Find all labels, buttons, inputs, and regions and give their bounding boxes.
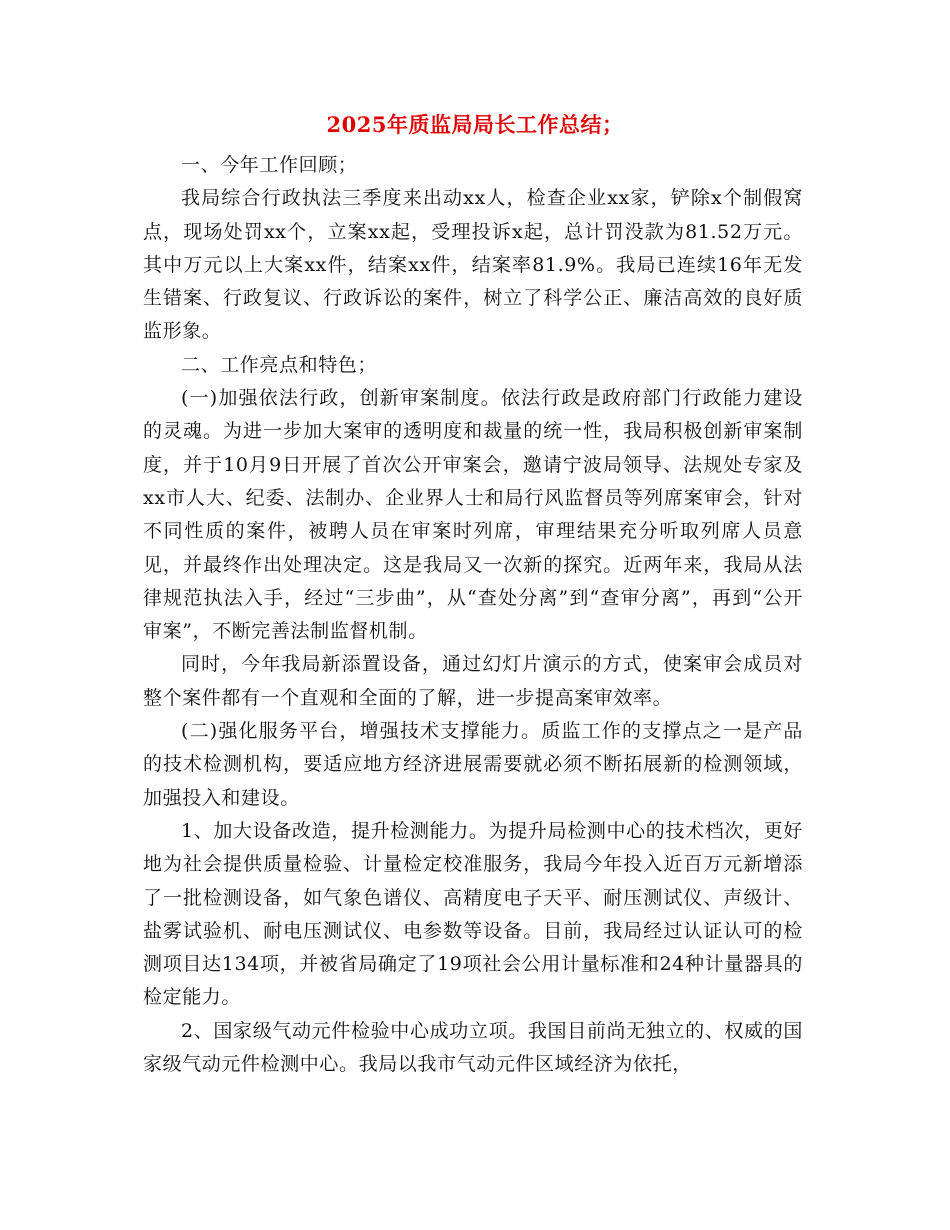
paragraph-equipment-upgrade: 1、加大设备改造，提升检测能力。为提升局检测中心的技术档次，更好地为社会提供质量检验、计量检定校准服务，我局今年投入近百万元新增添了一批检测设备，如气象色谱仪、高精度电子天平、耐压测试仪、声级计、盐雾试验机、耐电压测试仪、电参数等设备。目前，我局经过认证认可的检测项目达134项，并被省局确定了19项社会公用计量标准和24种计量器具的检定能力。 <box>143 819 803 1009</box>
section-heading-highlights: 二、工作亮点和特色； <box>181 353 378 376</box>
document-title: 2025年质监局局长工作总结； <box>326 112 624 137</box>
section-heading-review: 一、今年工作回顾； <box>181 154 358 176</box>
paragraph-service-platform: (二)强化服务平台，增强技术支撑能力。质监工作的支撑点之一是产品的技术检测机构，要适应地方经济进展需要就必须不断拓展新的检测领域，加强投入和建设。 <box>143 720 803 809</box>
paragraph-case-review-system: (一)加强依法行政，创新审案制度。依法行政是政府部门行政能力建设的灵魂。为进一步加大案审的透明度和裁量的统一性，我局积极创新审案制度，并于10月9日开展了首次公开审案会，邀请宁波局领导、法规处专家及xx市人大、纪委、法制办、企业界人士和局行风监督员等列席案审会，针对不同性质的案件，被聘人员在审案时列席，审理结果充分听取列席人员意见，并最终作出处理决定。这是我局又一次新的探究。近两年来，我局从法律规范执法入手，经过“三步曲”，从“查处分离”到“查审分离”，再到“公开审案”，不断完善法制监督机制。 <box>143 387 803 643</box>
document-body <box>143 149 803 1081</box>
paragraph-new-equipment: 同时，今年我局新添置设备，通过幻灯片演示的方式，使案审会成员对整个案件都有一个直观和全面的了解，进一步提高案审效率。 <box>143 653 803 709</box>
paragraph-review-summary: 我局综合行政执法三季度来出动xx人，检查企业xx家，铲除x个制假窝点，现场处罚xx个，立案xx起，受理投诉x起，总计罚没款为81.52万元。其中万元以上大案xx件，结案xx件，结案率81.9%。我局已连续16年无发生错案、行政复议、行政诉讼的案件，树立了科学公正、廉洁高效的良好质监形象。 <box>143 187 803 343</box>
paragraph-national-center: 2、国家级气动元件检验中心成功立项。我国目前尚无独立的、权威的国家级气动元件检测中心。我局以我市气动元件区域经济为依托， <box>143 1019 803 1076</box>
